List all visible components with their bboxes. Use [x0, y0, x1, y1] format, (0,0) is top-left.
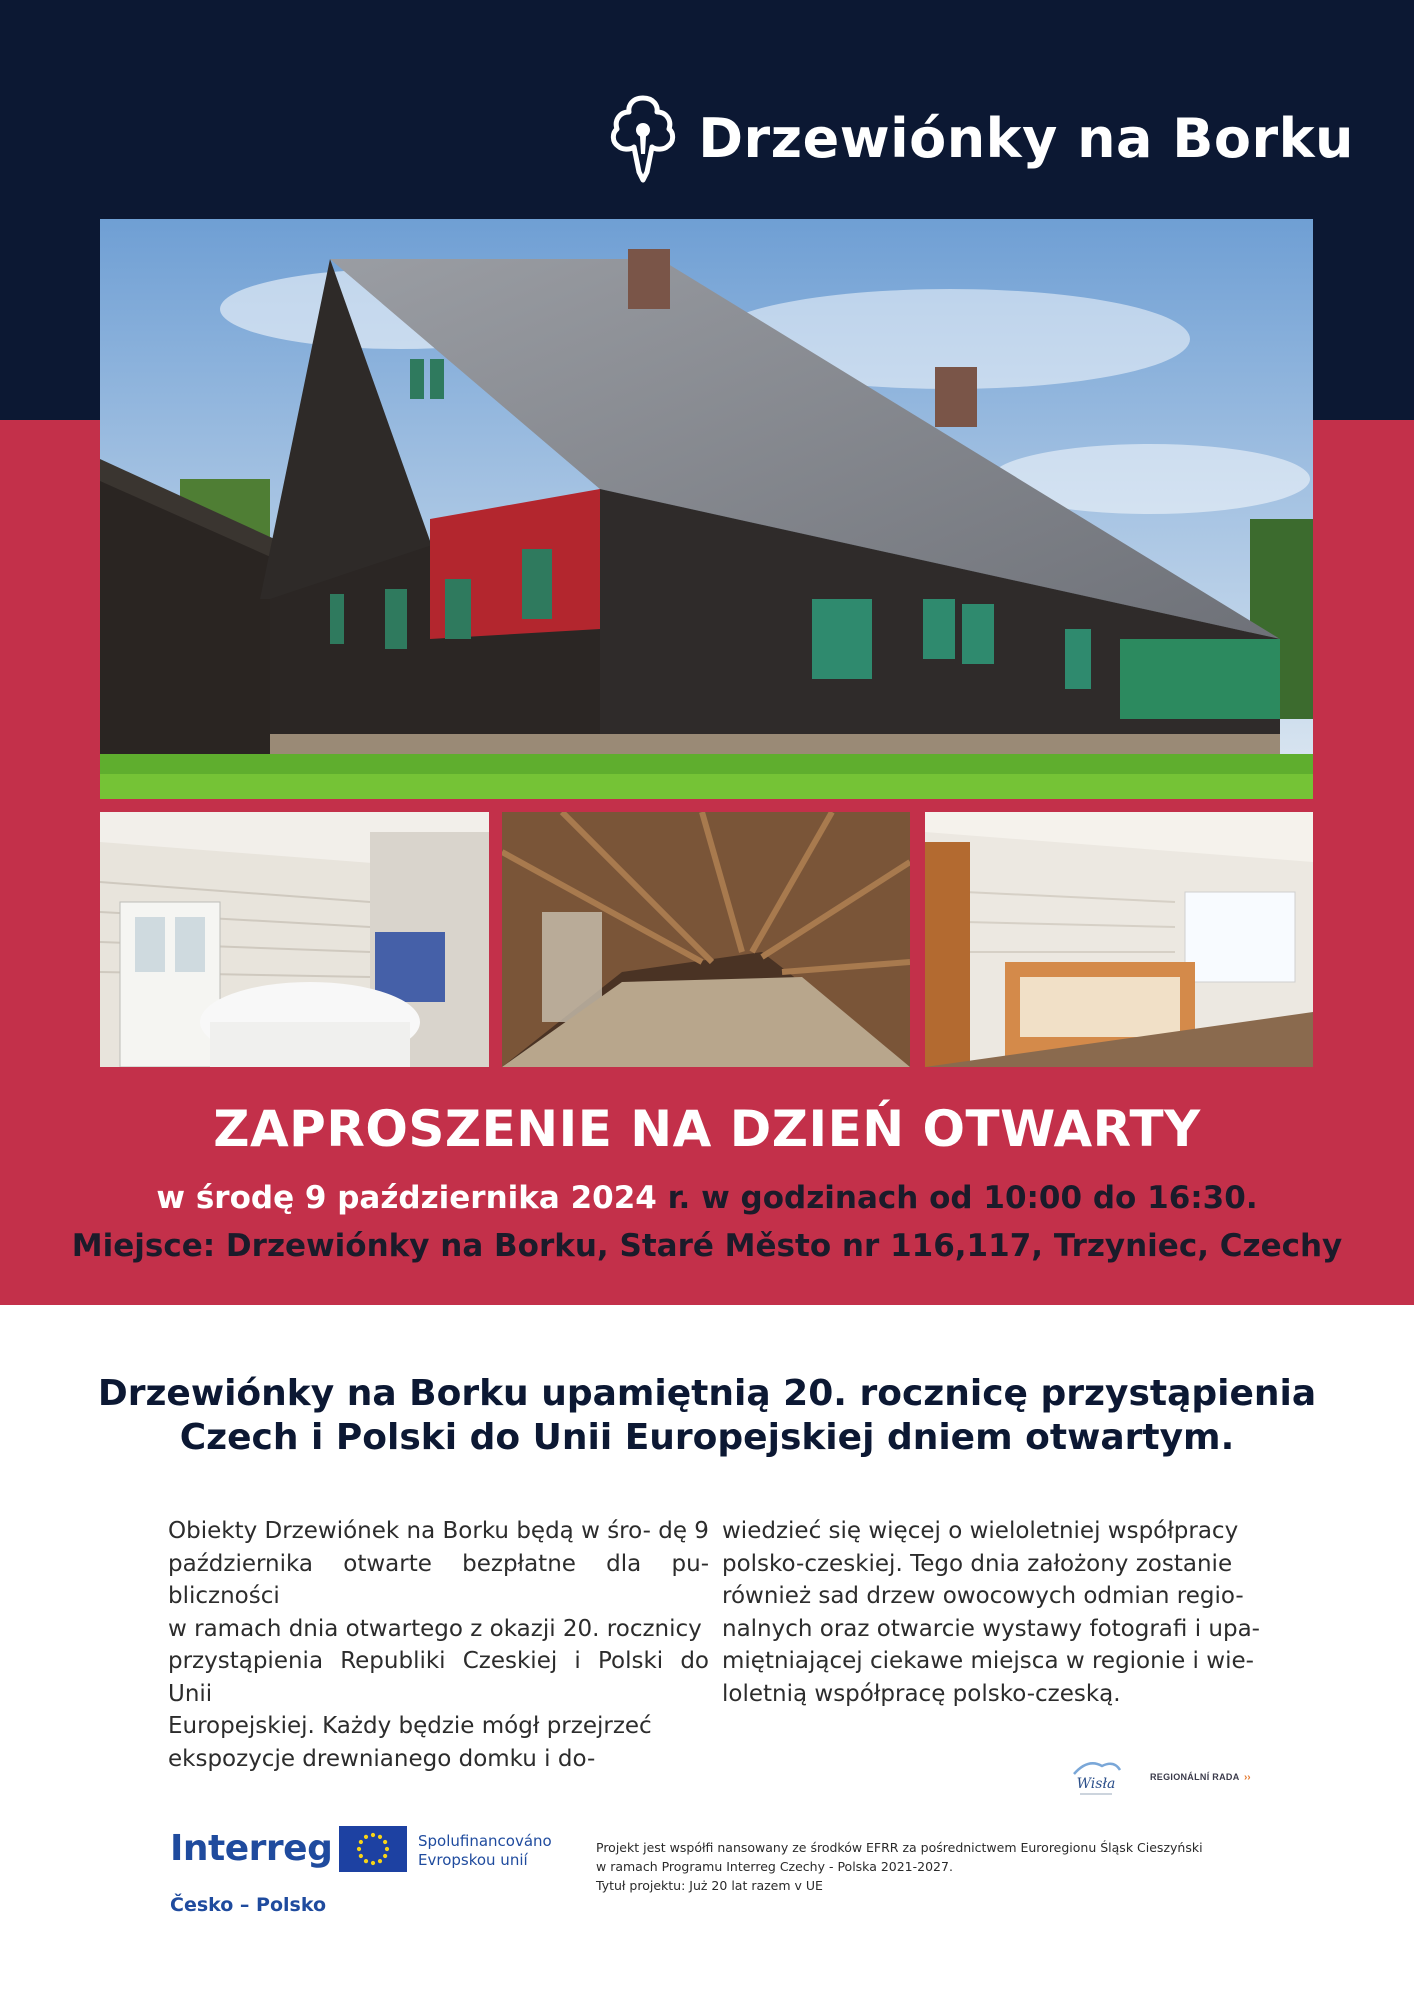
body-left-line: października otwarte bezpłatne dla pu- bliczności [168, 1550, 709, 1609]
photo-bedroom [925, 812, 1313, 1067]
eu-star [371, 1861, 375, 1865]
eu-star [385, 1847, 389, 1851]
regional-council-name: REGIONÁLNÍ RADA ›› [1150, 1772, 1251, 1783]
body-left-line: Europejskiej. Każdy będzie mógł przejrzeć [168, 1713, 652, 1739]
funding-note [596, 1838, 1296, 1895]
headline [0, 1372, 1414, 1460]
headline-line-1: Drzewiónky na Borku upamiętnią 20. rocznicę przystąpienia [97, 1373, 1317, 1414]
body-right-line: również sad drzew owocowych odmian regio- [722, 1583, 1244, 1609]
eu-star [364, 1835, 368, 1839]
invitation-place-address: Staré Město nr 116,117, Trzyniec, Czechy [608, 1228, 1343, 1264]
eu-cofunding-line-2: Evropskou unií [418, 1851, 528, 1869]
eu-cofunding [418, 1832, 552, 1870]
eu-star [364, 1859, 368, 1863]
body-column-right [722, 1515, 1260, 1710]
body-left-line: Obiekty Drzewiónek na Borku będą w śro- dę 9 [168, 1518, 709, 1544]
interreg-logo: Interreg [170, 1828, 333, 1869]
invitation-place [0, 1228, 1414, 1264]
eu-flag-icon [339, 1826, 407, 1872]
eu-cofunding-line-1: Spolufinancováno [418, 1832, 552, 1850]
eu-star [359, 1854, 363, 1858]
program-name: Česko – Polsko [170, 1894, 327, 1916]
wisla-logo [1068, 1752, 1124, 1800]
body-left-line: w ramach dnia otwartego z okazji 20. rocznicy [168, 1615, 702, 1642]
wisla-logo-text: Wisła [1076, 1776, 1116, 1792]
photo-attic [502, 812, 910, 1067]
photo-kitchen [100, 812, 489, 1067]
eu-star [383, 1854, 387, 1858]
funding-line: w ramach Programu Interreg Czechy - Polska 2021-2027. [596, 1859, 953, 1874]
invitation-date-hours: r. w godzinach od 10:00 do 16:30. [656, 1180, 1258, 1216]
body-right-line: nalnych oraz otwarcie wystawy fotografi i upa- [722, 1615, 1260, 1642]
eu-star [378, 1835, 382, 1839]
body-right-line: wiedzieć się więcej o wieloletniej współpracy [722, 1518, 1239, 1544]
eu-star [378, 1859, 382, 1863]
eu-star [383, 1840, 387, 1844]
invitation-date [0, 1180, 1414, 1216]
body-left-line: przystąpienia Republiki Czeskiej i Polski do Unii [168, 1648, 709, 1707]
brand-logo [606, 92, 1354, 184]
body-column-left [168, 1515, 709, 1775]
invitation-place-label: Miejsce: Drzewiónky na Borku, [71, 1228, 609, 1264]
funding-line: Tytuł projektu: Już 20 lat razem v UE [596, 1878, 823, 1893]
eu-star [357, 1847, 361, 1851]
regional-council-logo [1150, 1767, 1251, 1785]
funding-line: Projekt jest współfi nansowany ze środków EFRR za pośrednictwem Euroregionu Śląsk Cieszyński [596, 1840, 1203, 1855]
headline-line-2: Czech i Polski do Unii Europejskiej dniem otwartym. [179, 1417, 1235, 1458]
body-right-line: loletnią współpracę polsko-czeską. [722, 1680, 1121, 1707]
partner-logos [1068, 1752, 1251, 1800]
brand-name: Drzewiónky na Borku [698, 106, 1354, 170]
hero-photo-house [100, 219, 1313, 799]
arrows-icon: ›› [1243, 1772, 1251, 1783]
eu-star [371, 1833, 375, 1837]
invitation-date-day: w środę 9 października 2024 [156, 1180, 657, 1216]
eu-star [359, 1840, 363, 1844]
body-right-line: miętniającej ciekawe miejsca w regionie i wie- [722, 1648, 1254, 1674]
invitation-title: ZAPROSZENIE NA DZIEŃ OTWARTY [213, 1100, 1201, 1158]
tree-keyhole-icon [606, 92, 680, 184]
body-left-line: ekspozycje drewnianego domku i do- [168, 1745, 596, 1772]
body-right-line: polsko-czeskiej. Tego dnia założony zostanie [722, 1550, 1233, 1577]
